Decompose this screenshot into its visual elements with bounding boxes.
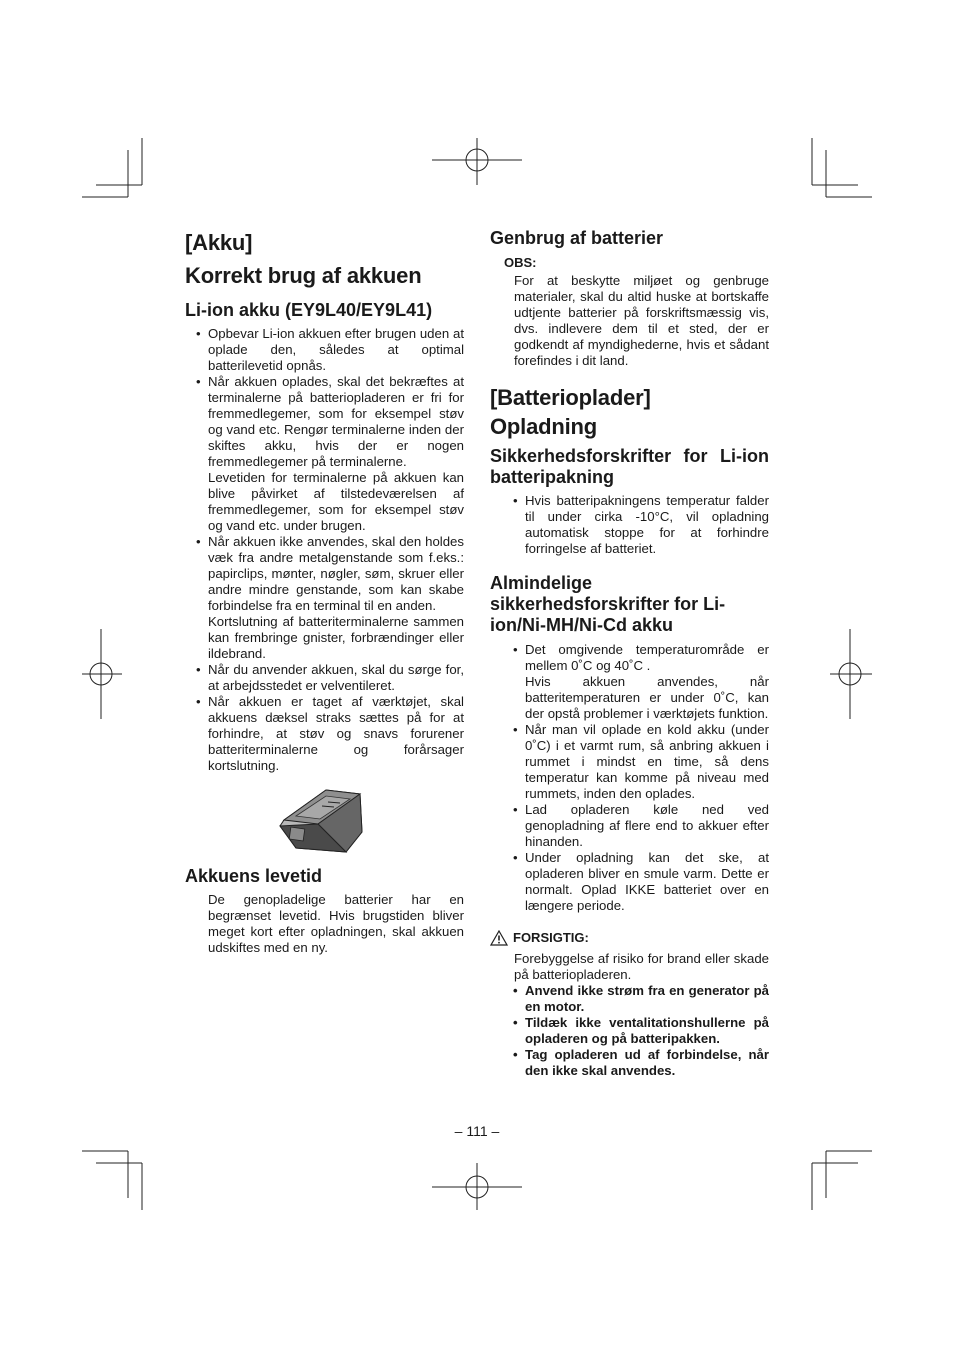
heading-genbrug: Genbrug af batterier (490, 228, 664, 248)
list-item: • Under opladning kan det ske, at opladeren bliver en smule varm. Dette er normalt. Oplad IKKE batteriet over en længere periode. (525, 850, 769, 914)
forsigtig-heading (490, 930, 769, 946)
heading-sikkerhed-liion: Sikkerhedsforskrifter for Li-ion batteripakning (490, 446, 769, 487)
left-column (185, 226, 464, 956)
almindelige-bullet-list (490, 642, 769, 914)
list-item: • Når man vil oplade en kold akku (under 0˚C) i et varmt rum, så anbring akkuen i rummet i mindst en time, så dens temperatur kan komme på niveau med rummets, inden den oplades. (525, 722, 769, 802)
obs-label: OBS: (504, 255, 537, 270)
title-korrekt-brug: Korrekt brug af akkuen (185, 263, 422, 288)
list-item: • Lad opladeren køle ned ved genopladning af flere end to akkuer efter hinanden. (525, 802, 769, 850)
list-item: • Tildæk ikke ventalitationshullerne på opladeren og på batteripakken. (525, 1015, 769, 1047)
list-item: • Hvis batteripakningens temperatur falder til under cirka -10°C, vil opladning automatisk stoppe for at forhindre forringelse af batteriet. (525, 493, 769, 557)
heading-almindelige-sikkerhed: Almindelige sikkerhedsforskrifter for Li-ion/Ni-MH/Ni-Cd akku (490, 573, 726, 635)
heading-akkuens-levetid: Akkuens levetid (185, 866, 323, 886)
list-item: • Anvend ikke strøm fra en generator på en motor. (525, 983, 769, 1015)
right-column (490, 228, 769, 1079)
levetid-paragraph: De genopladelige batterier har en begrænset levetid. Hvis brugstiden bliver meget kort efter opladningen, skal akkuen udskiftes med en ny. (208, 892, 464, 955)
title-opladning: Opladning (490, 414, 597, 439)
list-item-continuation: Levetiden for terminalerne på akkuen kan blive påvirket af tilstedeværelsen af fremmedlegemer, som for eksempel støv og vand etc. under brugen. (208, 470, 464, 533)
list-item: • Når akkuen oplades, skal det bekræftes at terminalerne på batteriopladeren er fri for fremmedlegemer, som for eksempel støv og vand etc. Rengør terminalerne inden der skiftes akku, hvis der er nogen fremmedlegemer på terminalerne. Levetiden for terminalerne på akkuen kan blive påvirket af tilstedeværelsen af fremmedlegemer, som for eksempel støv og vand etc. under brugen. (208, 374, 464, 534)
list-item: • Når akkuen ikke anvendes, skal den holdes væk fra andre metalgenstande som f.eks.: papirclips, mønter, nøgler, søm, skruer eller andre mindre genstande, som kan skabe forbindelse fra en terminal til en anden. Kortslutning af batteriterminalerne sammen kan frembringe gnister, forbrændinger eller ildebrand. (208, 534, 464, 662)
title-batterioplader: [Batterioplader] (490, 385, 651, 410)
warning-triangle-icon (490, 930, 508, 946)
battery-pack-illustration (185, 786, 464, 856)
title-akku: [Akku] (185, 230, 253, 255)
list-item-continuation: Hvis akkuen anvendes, når batteritemperaturen er under 0˚C, kan der opstå problemer i værktøjets funktion. (525, 674, 769, 721)
forsigtig-label: FORSIGTIG: (513, 930, 589, 945)
list-item: • Opbevar Li-ion akkuen efter brugen uden at oplade den, således at optimal batterilevetid opnås. (208, 326, 464, 374)
list-item: • Når du anvender akkuen, skal du sørge for, at arbejdsstedet er velventileret. (208, 662, 464, 694)
sikkerhed-liion-bullet-list (490, 493, 769, 557)
heading-liion-akku: Li-ion akku (EY9L40/EY9L41) (185, 300, 433, 320)
page-number: – 111 – (454, 1123, 500, 1139)
list-item: • Når akkuen er taget af værktøjet, skal akkuens dæksel straks sættes på for at forhindre, at støv og snavs forurener batteriterminalerne og forårsager kortslutning. (208, 694, 464, 774)
liion-bullet-list (185, 326, 464, 774)
list-item: • Tag opladeren ud af forbindelse, når den ikke skal anvendes. (525, 1047, 769, 1079)
obs-paragraph: For at beskytte miljøet og genbruge materialer, skal du altid huske at bortskaffe udtjente batterier på forskriftsmæssig vis, dvs. indlevere dem til et sted, der er godkendt af myndighederne, hvis et sådant forefindes i dit land. (514, 273, 769, 368)
forsigtig-paragraph: Forebyggelse af risiko for brand eller skade på batteriopladeren. (514, 951, 769, 982)
list-item-continuation: Kortslutning af batteriterminalerne sammen kan frembringe gnister, forbrændinger eller ildebrand. (208, 614, 464, 661)
forsigtig-bullet-list (490, 983, 769, 1079)
list-item: • Det omgivende temperaturområde er mellem 0˚C og 40˚C . Hvis akkuen anvendes, når batteritemperaturen er under 0˚C, kan der opstå problemer i værktøjets funktion. (525, 642, 769, 722)
